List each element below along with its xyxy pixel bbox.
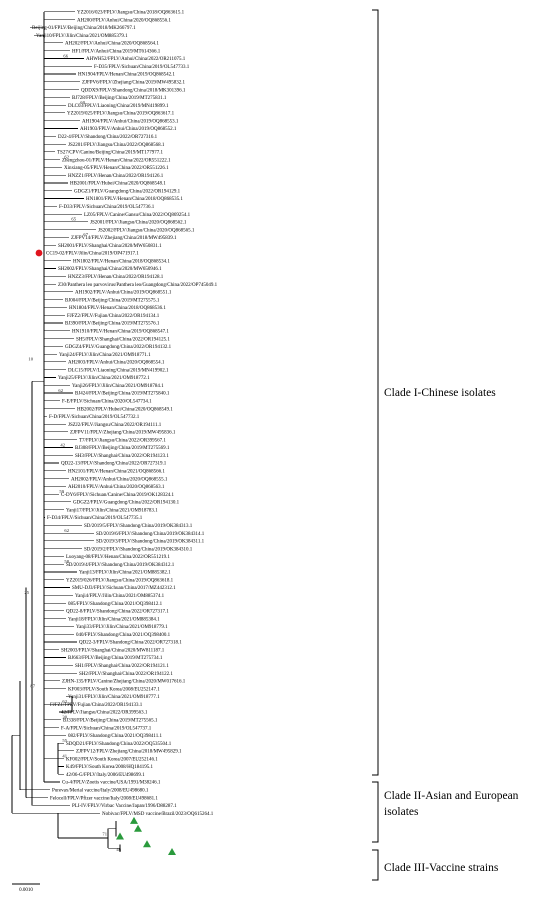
- support-value: 62: [58, 387, 63, 393]
- tip-label: 082/FPLV/Shandong/China/2021/OQ398411.1: [68, 734, 162, 740]
- tip-label: BJ338/FPLV/Beijing/China/2019/MT275565.1: [63, 718, 158, 724]
- tip-label: Luoyang-08/FPLV/Henan/China/2022/OR551219.1: [66, 555, 170, 561]
- tip-label: SMU-DJ3/FPLV/Sichuan/China/2017/MZ442312.1: [72, 586, 176, 592]
- support-value: 30: [62, 714, 67, 720]
- tip-label: DLC15/FPLV/Liaoning/China/2019/MN419902.1: [68, 368, 169, 374]
- tip-label: HNZZ1/FPLV/Henan/China/2022/OR194126.1: [68, 173, 164, 179]
- tip-label: Z30/Panthera leo parvovirus/Panthera leo/Guangdong/China/2022/OP745049.1: [58, 282, 218, 288]
- tip-label: HNZZ3/FPLV/Henan/China/2022/OR194128.1: [68, 275, 164, 281]
- tip-label: 085/FPLV/Shandong/China/2021/OQ398412.1: [68, 601, 163, 607]
- support-value: 60: [80, 99, 85, 105]
- tip-label: YZ2019/026/FPLV/Jiangsu/China/2019/OQ863618.1: [66, 578, 174, 584]
- tip-label: JSZJ2/FPLV/Jiangsu/China/2022/OR194111.1: [68, 422, 162, 428]
- study-isolate-dot: [36, 250, 43, 257]
- tip-label: SH2/FPLV/Shanghai/China/2022/OR194122.1: [79, 671, 173, 677]
- tip-label: LZ05/FPLV/Canine/Gansu/China/2022/OQ869254.1: [84, 212, 191, 218]
- tip-label: HN1804/FPLV/Henan/China/2018/OQ868536.1: [69, 306, 166, 312]
- tip-label: F-A/FPLV/Sichuan/China/2019/OL547737.1: [61, 726, 152, 732]
- support-value: 10: [28, 356, 33, 362]
- tip-label: BJ728/FPLV/Beijing/China/2019/MT275831.1: [72, 96, 167, 102]
- support-value: 67: [83, 232, 88, 238]
- tip-label: HN2101/FPLV/Henan/China/2021/OQ868566.1: [68, 469, 165, 475]
- tip-label: F-D33/FPLV/Sichuan/China/2019/OL547736.1: [59, 205, 155, 210]
- clade-i-bracket: [372, 10, 378, 775]
- tip-label: KF003/FPLV/South Korea/2008/EU252147.1: [68, 687, 160, 693]
- support-value: 58: [64, 558, 69, 564]
- clade-iii-label: Clade III-Vaccine strains: [384, 862, 499, 874]
- tip-label: F-D34/FPLV/Sichuan/China/2019/OL547735.1: [47, 516, 143, 522]
- tip-label: BJ424/FPLV/Beijing/China/2019/MT275840.1: [75, 391, 170, 397]
- tip-label: SD/2019/5/FPLV/Shandong/China/2019/OK384313.1: [84, 523, 193, 529]
- tip-label: QDDX9/FPLV/Shandong/China/2018/MK301396.1: [81, 88, 186, 94]
- tip-label: AHWH52/FPLV/Anhui/China/2022/OR211075.1: [86, 57, 186, 63]
- tip-label: Yanji24/FPLV/Jilin/China/2021/OM918771.1: [59, 352, 151, 358]
- tip-label: ZJFPV14/FPLV/Zhejiang/China/2018/MW495839.1: [71, 236, 177, 242]
- clade-ii-bracket: [372, 782, 378, 842]
- tip-label: SH2003/FPLV/Shanghai/China/2020/MW811187.1: [61, 648, 165, 654]
- tip-label: GDGZ1/FPLV/Guangdong/China/2022/OR194129.1: [74, 189, 181, 195]
- tip-label: AH1904/FPLV/Anhui/China/2019/OQ868553.1: [82, 119, 179, 125]
- tip-label: HB2002/FPLV/Hubei/China/2020/OQ868549.1: [77, 407, 173, 413]
- tip-label: ZJFPV11/FPLV/Zhejiang/China/2019/MW495836.1: [70, 430, 176, 436]
- tip-label: Yanji31/FPLV/Jilin/China/2021/OM918777.1: [68, 695, 160, 701]
- tip-label: BJ663/FPLV/Beijing/China/2019/MT275734.1: [68, 656, 163, 662]
- tip-label: ZJFPV12/FPLV/Zhejiang/China/2018/MW495829.1: [76, 749, 182, 755]
- tip-label: PLI-IV/FPLV/Virbac Vaccine/Japan/1996/D88287.1: [72, 804, 177, 810]
- support-value: 62: [64, 154, 69, 160]
- tip-label: SDQD21/FPLV/Shandong/China/2022/OQ535504.1: [66, 741, 172, 747]
- tip-label: Felocell/FPLV/Pfizer vaccine/Italy/2008/EU498681.1: [50, 796, 158, 802]
- tip-label: ZJFPV6/FPLV/Zhejiang/China/2019/MW495832.1: [82, 80, 186, 86]
- tip-label: JS2002/FPLV/Jiangsu/China/2020/OQ868565.1: [98, 228, 195, 234]
- tip-label: SH1/FPLV/Shanghai/China/2022/OR194121.1: [75, 664, 169, 670]
- tip-label: Yanji26/FPLV/Jilin/China/2021/OM918784.1: [72, 383, 164, 389]
- support-value: 25: [24, 590, 29, 596]
- tip-label: 42/FPLV/Jiangsu/China/2022/OR399563.1: [61, 710, 148, 716]
- vaccine-strain-triangle: [130, 817, 138, 824]
- tip-label: AH2003/FPLV/Anhui/China/2020/OQ868554.1: [68, 360, 165, 366]
- tip-label: C-DY6/FPLV/Sichuan/Canine/China/2019/OK128324.1: [61, 492, 175, 498]
- tip-label: Yanji13/FPLV/Jilin/China/2021/OM885382.1: [79, 570, 171, 576]
- tip-label: CC19-02/FPLV/Jilin/China/2019/OP471917.1: [46, 251, 139, 257]
- tip-label: QD22-3/FPLV/Shandong/China/2022/OR727318.1: [79, 640, 182, 646]
- tip-label: BJ308/FPLV/Beijing/China/2019/MT275569.1: [75, 446, 170, 452]
- tip-label: SH5/FPLV/Shanghai/China/2022/OR194125.1: [76, 337, 170, 343]
- tip-label: SH3/FPLV/Shanghai/China/2022/OR194123.1: [75, 453, 169, 459]
- tip-label: Yanji10/FPLV/Jilin/China/2021/OM885379.1: [36, 33, 128, 39]
- clade-iii-bracket: [372, 850, 378, 880]
- support-value: 87: [30, 683, 35, 689]
- support-value: 71: [102, 831, 107, 837]
- tip-label: KF002/FPLV/South Korea/2007/EU252146.1: [66, 757, 158, 763]
- clade-ii-label-line2: isolates: [384, 806, 419, 818]
- vaccine-strain-triangle: [168, 848, 176, 855]
- clade-i-label: Clade I-Chinese isolates: [384, 387, 496, 399]
- tip-label: F-D/FPLV/Sichuan/China/2019/OL547732.1: [49, 415, 140, 421]
- tip-label: Purevax/Merial vaccine/Italy/2008/EU498680.1: [52, 788, 149, 794]
- tip-label: ZJHN-135/FPLV/Canine/Zhejiang/China/2020/MW017616.1: [62, 679, 186, 685]
- tip-label: YZ2019/025/FPLV/Jiangsu/China/2019/OQ863617.1: [67, 111, 175, 117]
- tip-label: Cu-4/FPLV/Zoetis vaccine/USA/1991/M38246.1: [62, 780, 161, 786]
- tip-label: QD22-13/FPLV/Shandong/China/2022/OR727319.1: [61, 461, 167, 467]
- vaccine-strain-triangle: [143, 840, 151, 847]
- tip-label: HB2001/FPLV/Hubei/China/2020/OQ868548.1: [70, 181, 166, 187]
- tip-label: Beijing-01/FPLV/Beijing/China/2018/MK266797.1: [32, 26, 136, 32]
- tip-label: JS2201/FPLV/Jiangsu/China/2022/OQ868568.1: [68, 142, 165, 148]
- tip-label: HN1904/FPLV/Henan/China/2019/OQ868542.1: [78, 72, 175, 78]
- support-value: 62: [64, 527, 69, 533]
- tip-label: T7/FPLV/Jiangsu/China/2022/OR399567.1: [79, 438, 166, 444]
- support-value: 62: [62, 699, 67, 705]
- tip-label: AH1902/FPLV/Anhui/China/2019/OQ868551.1: [75, 290, 172, 296]
- tip-label: AH202/FPLV/Anhui/China/2020/OQ868564.1: [65, 41, 159, 47]
- tip-label: AH2002/FPLV/Anhui/China/2020/OQ868555.1: [71, 477, 168, 483]
- tip-label: K49/FPLV/South Korea/2008/HQ184195.1: [66, 765, 154, 771]
- tip-label: BJ390/FPLV/Beijing/China/2019/MT275576.1: [65, 321, 160, 327]
- tip-label: F-D35/FPLV/Sichuan/China/2019/OL547733.1: [94, 64, 190, 70]
- support-value: 46: [116, 846, 121, 852]
- vaccine-strain-triangle: [134, 825, 142, 832]
- tip-label: SD/2019/2/FPLV/Shandong/China/2019/OK384310.1: [84, 547, 193, 553]
- support-value: 59: [59, 488, 64, 494]
- tip-label: GDGZ2/FPLV/Guangdong/China/2022/OR194130.1: [73, 500, 180, 506]
- tip-label: HN1910/FPLV/Henan/China/2019/OQ868547.1: [72, 329, 169, 335]
- clade-ii-label: Clade II-Asian and European: [384, 790, 519, 802]
- tip-label: F-E/FPLV/Sichuan/China/2020/OL547734.1: [62, 399, 152, 405]
- tip-label: Yanji18/FPLV/Jilin/China/2021/OM885384.1: [68, 617, 160, 623]
- tip-label: TS27/CPV/Canine/Beijing/China/2019/MT177977.1: [57, 150, 163, 156]
- tip-label: 42/06-G/FPLV/Italy/2006/EU498699.1: [66, 772, 145, 778]
- tip-label: BJ004/FPLV/Beijing/China/2019/MT275575.1: [65, 298, 160, 304]
- vaccine-strain-triangle: [116, 832, 124, 839]
- tip-label: GDGZ4/FPLV/Guangdong/China/2022/OR194132.1: [65, 345, 172, 351]
- support-value: 41: [62, 753, 67, 759]
- support-value: 55: [62, 737, 67, 743]
- support-value: 42: [60, 442, 65, 448]
- tip-label: 040/FPLV/Shandong/China/2021/OQ398400.1: [76, 632, 171, 638]
- tip-label: FJFZ2/FPLV/Fujian/China/2022/OR194134.1: [67, 313, 160, 319]
- tip-label: DLC03/FPLV/Liaoning/China/2019/MN419899.1: [68, 103, 169, 109]
- tip-label: AH1903/FPLV/Anhui/China/2019/OQ868552.1: [80, 127, 177, 133]
- tip-label: Yanji4/FPLV/Jilin/China/2021/OM885374.1: [75, 594, 165, 599]
- support-value: 66: [63, 53, 68, 59]
- tip-label: JS2001/FPLV/Jiangsu/China/2020/OQ868562.1: [90, 220, 187, 226]
- tip-label: SD/2019/6/FPLV/Shandong/China/2019/OK384314.1: [96, 531, 205, 537]
- tip-label: HN1802/FPLV/Henan/China/2018/OQ868534.1: [73, 259, 170, 265]
- tip-label: YZ2016/023/FPLV/Jiangsu/China/2018/OQ863615.1: [77, 10, 185, 16]
- tip-label: Yanji17/FPLV/Jilin/China/2021/OM918783.1: [66, 508, 158, 514]
- tip-label: Yanji25/FPLV/Jilin/China/2021/OM918772.1: [58, 376, 150, 382]
- tip-label: D22-4/FPLV/Shandong/China/2022/OR727316.1: [58, 134, 158, 140]
- tip-label: SH2002/FPLV/Shanghai/China/2020/MW650946.1: [58, 267, 162, 273]
- tip-label: AH200/FPLV/Anhui/China/2020/OQ868556.1: [77, 18, 171, 24]
- tip-label: SD/2019/4/FPLV/Shandong/China/2019/OK384312.1: [66, 562, 175, 568]
- tip-label: HF1/FPLV/Anhui/China/2019/MT614366.1: [72, 49, 161, 55]
- tip-label: AH2010/FPLV/Anhui/China/2020/OQ868563.1: [68, 485, 165, 491]
- tip-label: SH2001/FPLV/Shanghai/China/2020/MW650831.1: [58, 243, 162, 249]
- tip-label: Xinxiang-05/FPLV/Henan/China/2022/OR551226.1: [64, 166, 169, 172]
- tip-label: Zhengzhou-01/FPLV/Henan/China/2022/OR551222.1: [62, 158, 171, 164]
- tip-label: QD22-8/FPLV/Shandong/China/2022/OR727317.1: [66, 609, 169, 615]
- tip-label: SD/2019/3/FPLV/Shandong/China/2019/OK384311.1: [96, 539, 205, 545]
- tip-label: HN1801/FPLV/Henan/China/2018/OQ868535.1: [86, 197, 183, 203]
- support-value: 65: [71, 216, 76, 222]
- scale-label: 0.0010: [19, 888, 33, 893]
- tip-label: FJFZ1/FPLV/Fujian/China/2022/OR194133.1: [50, 702, 143, 708]
- tip-label: Nobivac/FPLV/MSD vaccine/Brazil/2023/OQ615264.1: [102, 811, 214, 817]
- tip-label: Yanji33/FPLV/Jilin/China/2021/OM918779.1: [76, 625, 168, 631]
